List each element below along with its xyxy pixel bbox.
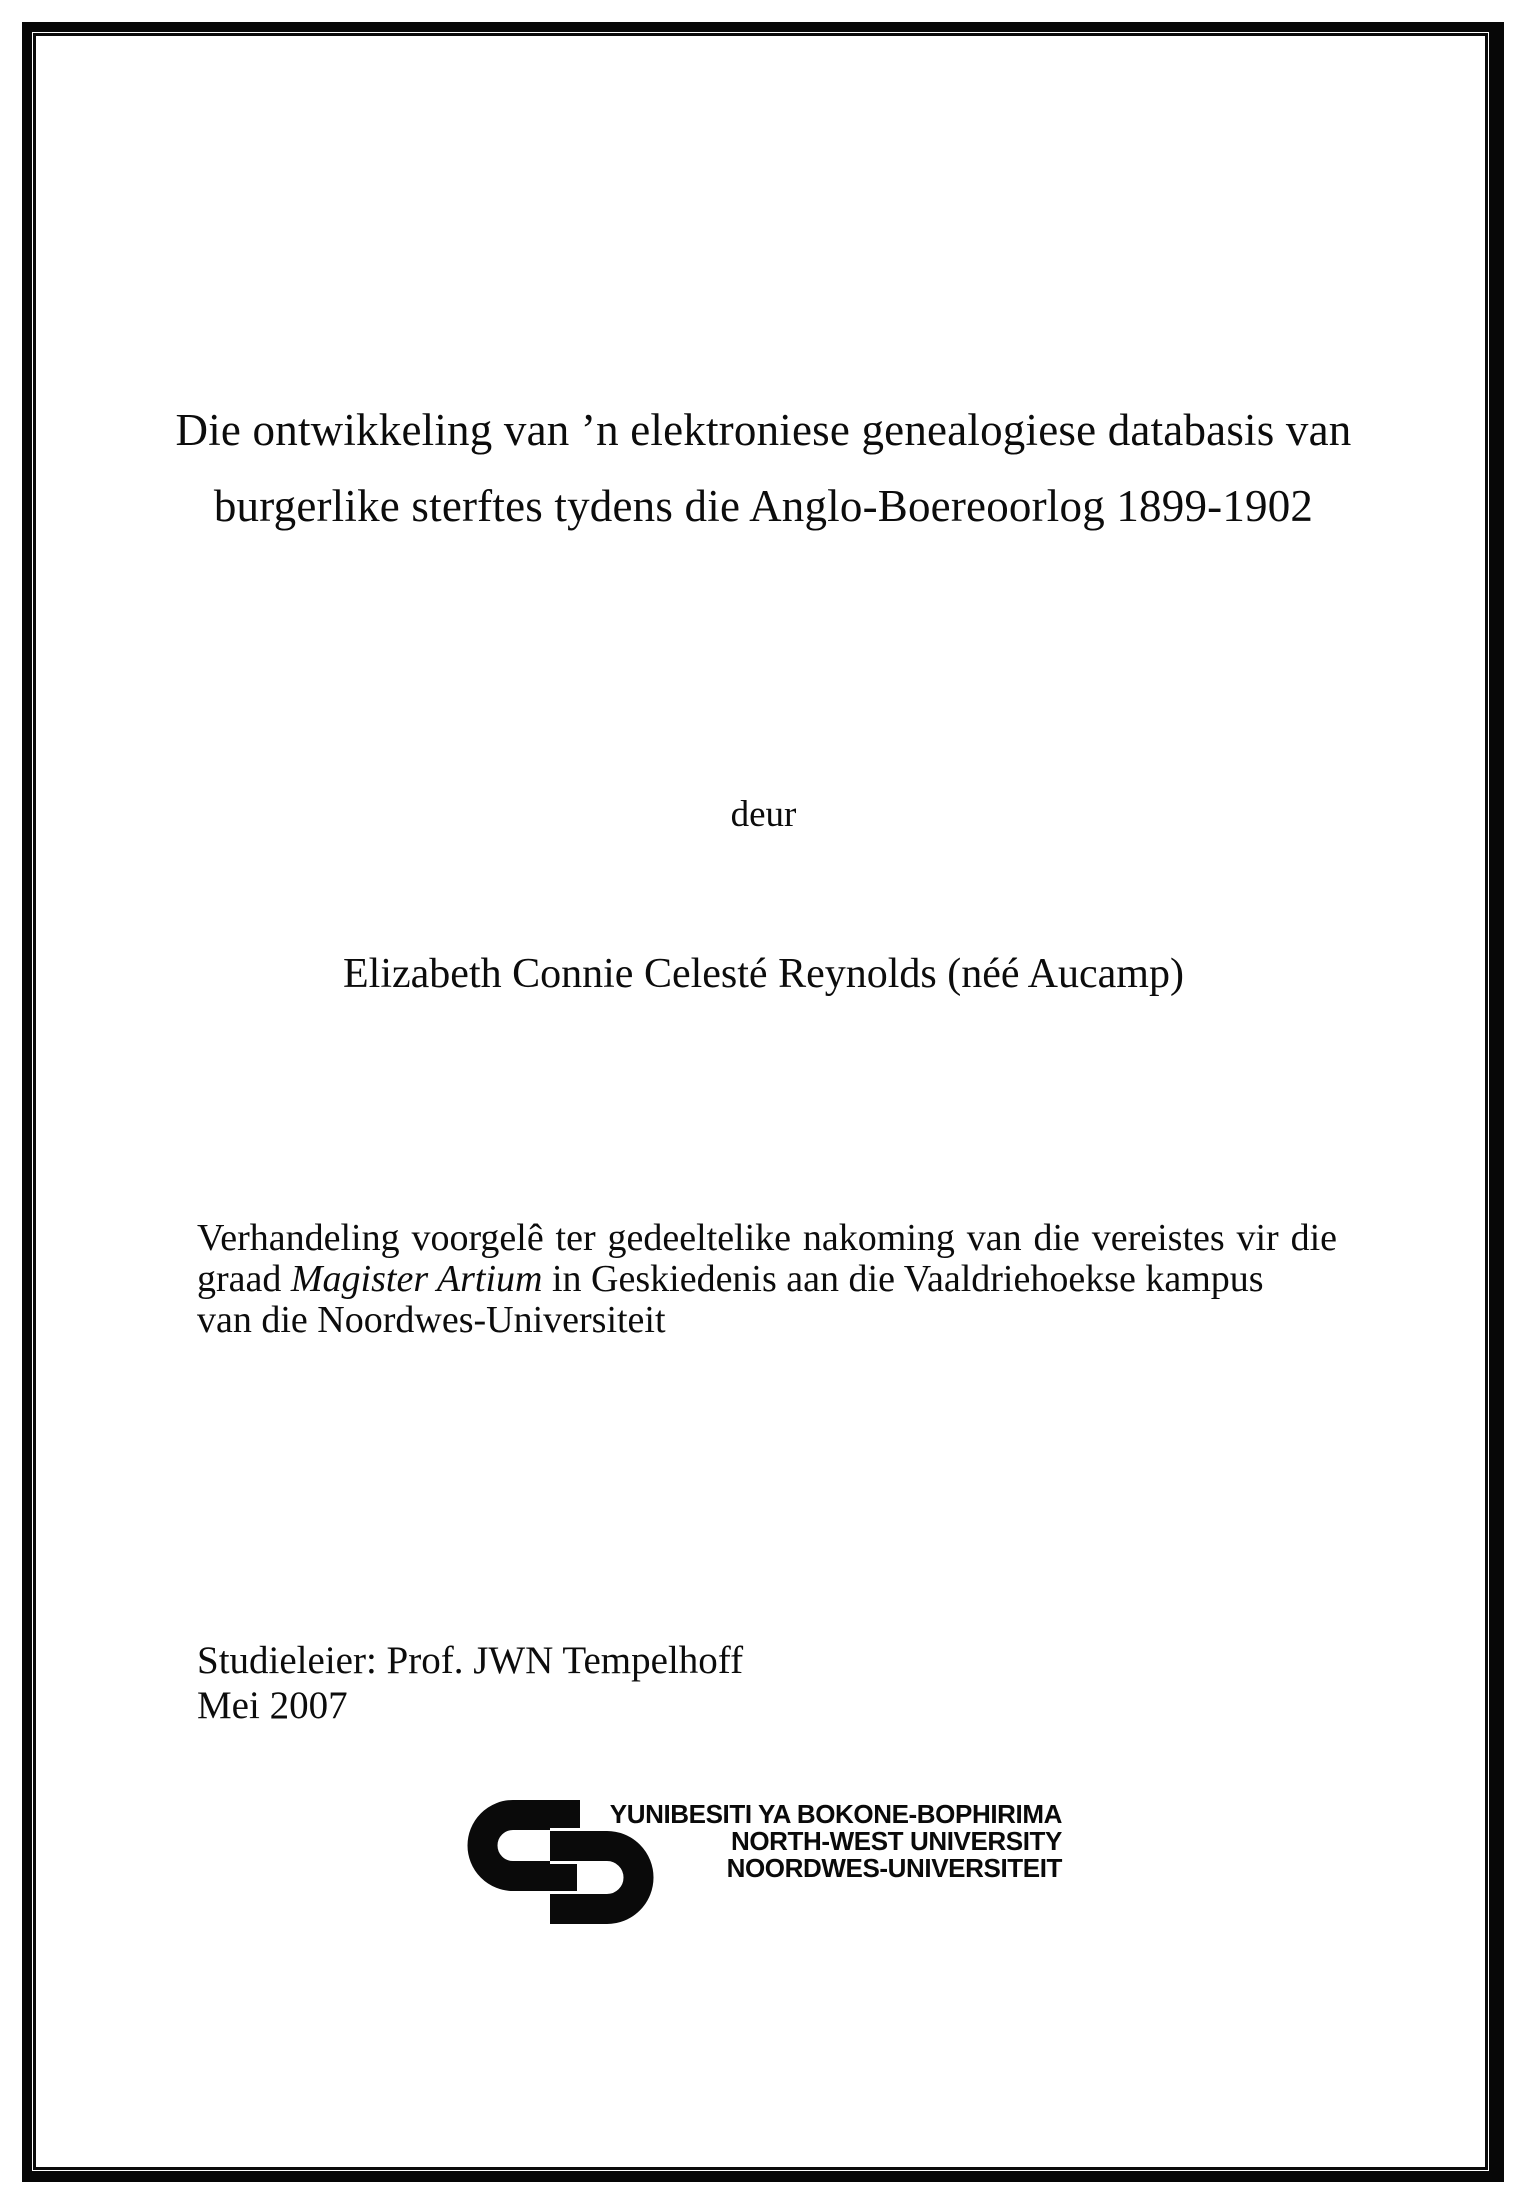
degree-statement-line-2-post: in Geskiedenis aan die Vaaldriehoekse kampus bbox=[542, 1258, 1264, 1300]
author-name: Elizabeth Connie Celesté Reynolds (néé Aucamp) bbox=[343, 951, 1184, 997]
date-line: Mei 2007 bbox=[197, 1684, 348, 1727]
degree-statement bbox=[197, 1218, 1337, 1341]
thesis-title-line-1: Die ontwikkeling van ’n elektroniese genealogiese databasis van bbox=[175, 405, 1352, 455]
university-logo-text bbox=[580, 1801, 1062, 1882]
university-name-setswana: YUNIBESITI YA BOKONE-BOPHIRIMA bbox=[609, 1799, 1062, 1829]
university-name-afrikaans: NOORDWES-UNIVERSITEIT bbox=[726, 1853, 1062, 1883]
degree-name-italic: Magister Artium bbox=[290, 1258, 543, 1300]
thesis-title-line-2: burgerlike sterftes tydens die Anglo-Boereoorlog 1899-1902 bbox=[213, 481, 1314, 531]
university-name-english: NORTH-WEST UNIVERSITY bbox=[730, 1826, 1062, 1856]
degree-statement-line-2-pre: graad bbox=[197, 1258, 291, 1300]
degree-statement-line-3: van die Noordwes-Universiteit bbox=[197, 1299, 666, 1341]
supervisor-line: Studieleier: Prof. JWN Tempelhoff bbox=[197, 1639, 744, 1682]
byline-label: deur bbox=[730, 794, 797, 835]
thesis-title bbox=[60, 392, 1467, 544]
university-logo bbox=[467, 1800, 1067, 1930]
credits-block bbox=[197, 1638, 743, 1728]
degree-statement-line-2 bbox=[197, 1259, 1337, 1300]
degree-statement-line-1: Verhandeling voorgelê ter gedeeltelike nakoming van die vereistes vir die bbox=[197, 1217, 1337, 1259]
